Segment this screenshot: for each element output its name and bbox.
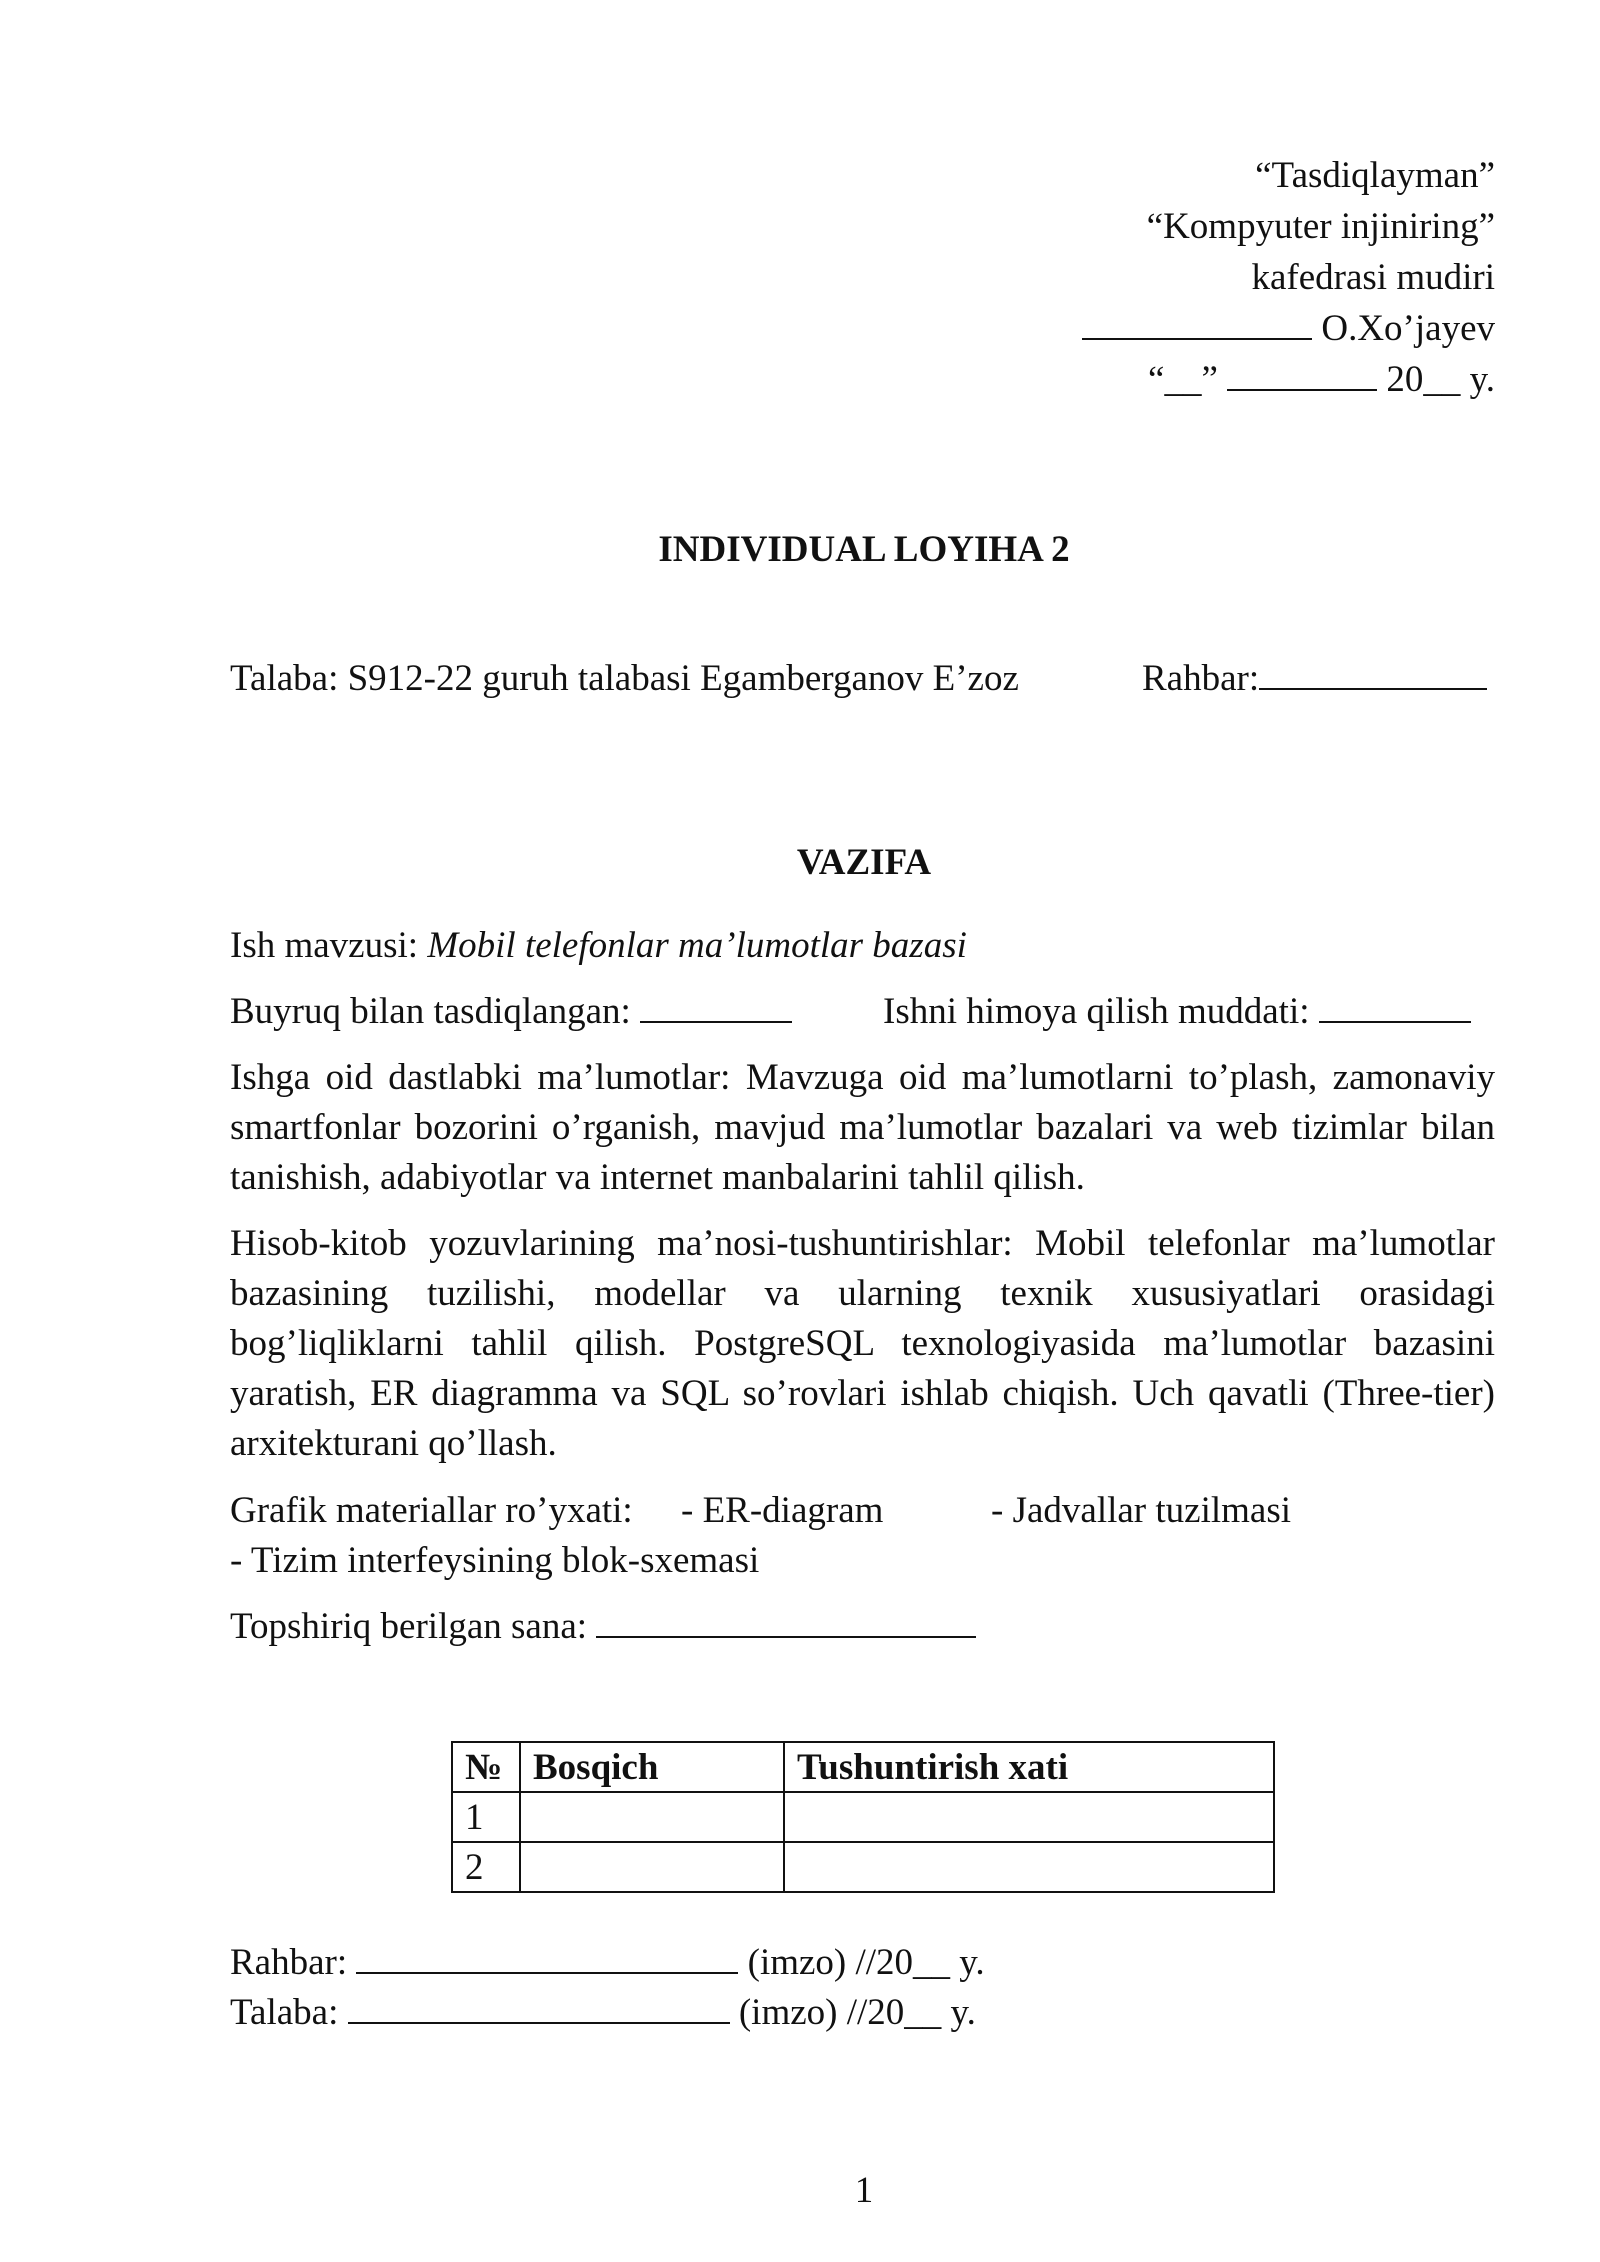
approval-line-head: kafedrasi mudiri <box>1251 257 1495 298</box>
approver-name: O.Xo’jayev <box>1321 308 1495 349</box>
defense-blank <box>1319 989 1471 1023</box>
page-number: 1 <box>854 2170 874 2211</box>
supervisor-blank <box>1259 656 1487 690</box>
stages-table <box>451 1741 1275 1893</box>
issued-label: Topshiriq berilgan sana: <box>230 1606 588 1647</box>
graphics-item-block-scheme: - Tizim interfeysining blok-sxemasi <box>230 1540 760 1581</box>
signature-blank <box>1082 306 1312 340</box>
document-title: INDIVIDUAL LOYIHA 2 <box>658 529 1070 570</box>
approved-blank <box>640 989 792 1023</box>
row-number: 2 <box>452 1842 520 1892</box>
approval-block <box>1082 150 1495 405</box>
initial-data-paragraph: Ishga oid dastlabki ma’lumotlar: Mavzuga oid ma’lumotlarni to’plash, zamonaviy smartfonlar bozorini o’rganish, mavjud ma’lumotlar bazalari va web tizimlar bilan tanishish, adabiyotlar va internet manbalarini tahlil qilish. <box>230 1057 1495 1198</box>
table-header-row <box>452 1742 1274 1792</box>
issued-date-line <box>230 1602 976 1652</box>
table-row <box>452 1842 1274 1892</box>
student-signature-blank <box>348 1990 730 2024</box>
task-heading: VAZIFA <box>796 842 932 883</box>
approved-by-order-line <box>230 987 792 1037</box>
supervisor-label: Rahbar: <box>1142 658 1260 699</box>
supervisor-signature-suffix: (imzo) //20__ y. <box>747 1942 985 1983</box>
graphics-item-tables: - Jadvallar tuzilmasi <box>991 1490 1292 1531</box>
approval-line-approve: “Tasdiqlayman” <box>1255 155 1495 196</box>
topic-label: Ish mavzusi: <box>230 925 419 966</box>
date-day: “__” <box>1148 359 1218 400</box>
defense-deadline-line <box>883 987 1471 1037</box>
date-month-blank <box>1227 357 1377 391</box>
row-number: 1 <box>452 1792 520 1842</box>
approval-line-signature <box>1082 303 1495 354</box>
header-number: № <box>452 1742 520 1792</box>
topic-value: Mobil telefonlar ma’lumotlar bazasi <box>427 925 967 966</box>
student-signature-suffix: (imzo) //20__ y. <box>738 1992 976 2033</box>
explanatory-paragraph: Hisob-kitob yozuvlarining ma’nosi-tushuntirishlar: Mobil telefonlar ma’lumotlar bazasining tuzilishi, modellar va ularning texnik xususiyatlari orasidagi bog’liqliklarni tahlil qilish. PostgreSQL texnologiyasida ma’lumotlar bazasini yaratish, ER diagramma va SQL so’rovlari ishlab chiqish. Uch qavatli (Three-tier) arxitekturani qo’llash. <box>230 1223 1495 1464</box>
date-year: 20__ y. <box>1386 359 1495 400</box>
approved-label: Buyruq bilan tasdiqlangan: <box>230 991 631 1032</box>
graphics-label: Grafik materiallar ro’yxati: <box>230 1490 633 1531</box>
supervisor-line <box>1142 654 1487 704</box>
row-stage <box>520 1842 784 1892</box>
student-signature-line <box>230 1988 976 2038</box>
defense-label: Ishni himoya qilish muddati: <box>883 991 1310 1032</box>
approval-line-department: “Kompyuter injiniring” <box>1146 206 1495 247</box>
topic-line <box>230 921 967 971</box>
header-explanation: Tushuntirish xati <box>784 1742 1274 1792</box>
student-line: Talaba: S912-22 guruh talabasi Egamberganov E’zoz <box>230 658 1019 699</box>
table-row <box>452 1792 1274 1842</box>
approval-line-date <box>1082 354 1495 405</box>
supervisor-signature-blank <box>356 1940 738 1974</box>
header-stage: Bosqich <box>520 1742 784 1792</box>
row-explanation <box>784 1842 1274 1892</box>
graphics-item-er-diagram: - ER-diagram <box>681 1490 884 1531</box>
row-stage <box>520 1792 784 1842</box>
supervisor-signature-line <box>230 1938 985 1988</box>
signature-supervisor-label: Rahbar: <box>230 1942 348 1983</box>
issued-blank <box>596 1604 976 1638</box>
row-explanation <box>784 1792 1274 1842</box>
signature-student-label: Talaba: <box>230 1992 339 2033</box>
